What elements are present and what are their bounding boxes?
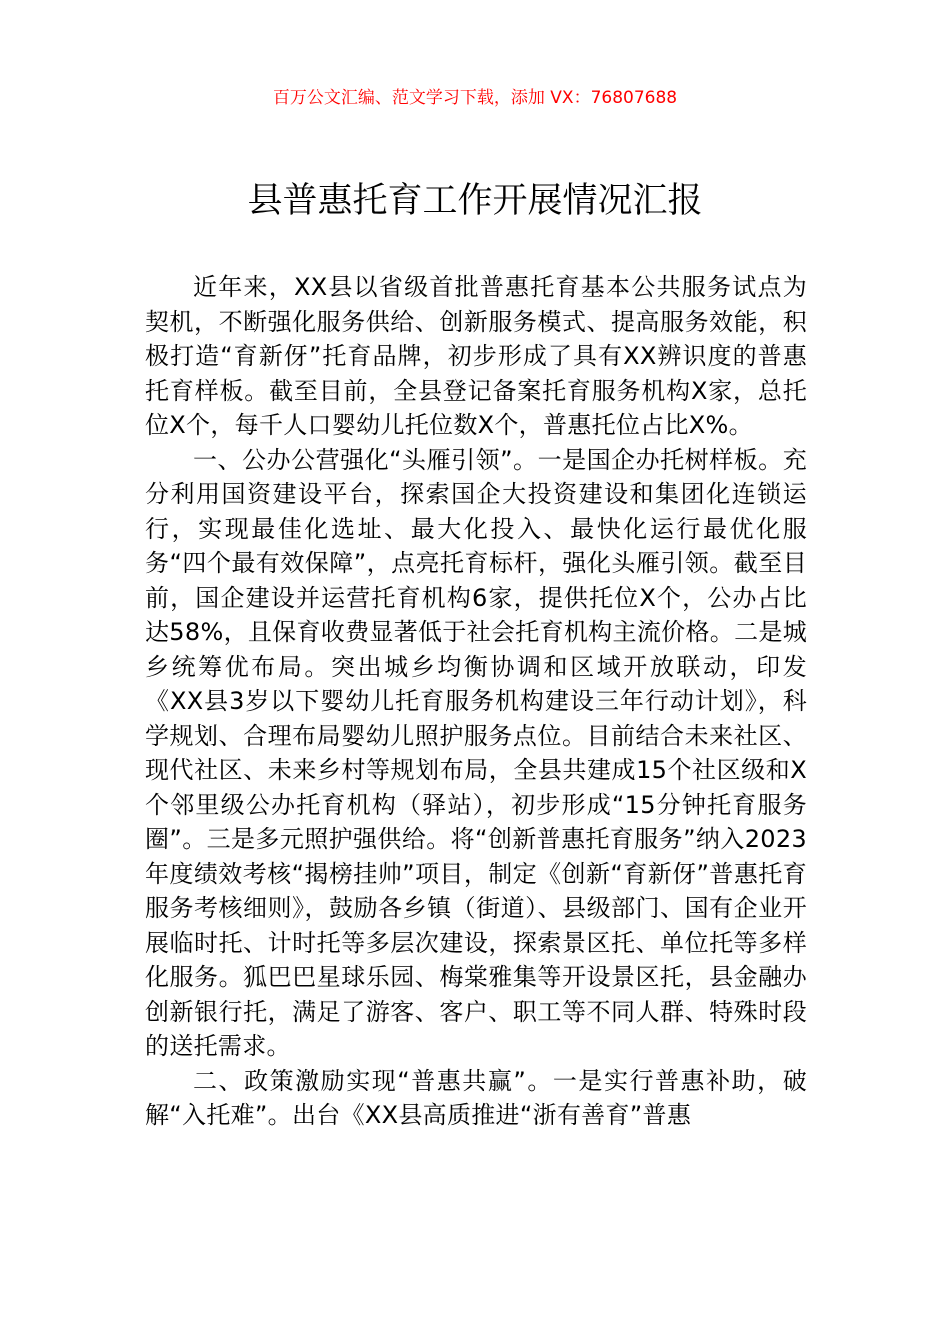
promo-header-note: 百万公文汇编、范文学习下载，添加 VX：76807688 bbox=[272, 88, 678, 108]
paragraph-section-2: 二、政策激励实现“普惠共赢”。一是实行普惠补助，破解“入托难”。出台《XX县高质推进“浙有善育”普惠 bbox=[145, 1066, 807, 1129]
paragraph-intro: 近年来，XX县以省级首批普惠托育基本公共服务试点为契机，不断强化服务供给、创新服务模式、提高服务效能，积极打造“育新伢”托育品牌，初步形成了具有XX辨识度的普惠托育样板。截至目前，全县登记备案托育服务机构X家，总托位X个，每千人口婴幼儿托位数X个，普惠托位占比X%。 bbox=[145, 273, 807, 439]
document-body bbox=[145, 270, 807, 1133]
paragraph-section-1: 一、公办公营强化“头雁引领”。一是国企办托树样板。充分利用国资建设平台，探索国企大投资建设和集团化连锁运行，实现最佳化选址、最大化投入、最快化运行最优化服务“四个最有效保障”，点亮托育标杆，强化头雁引领。截至目前，国企建设并运营托育机构6家，提供托位X个，公办占比达58%，且保育收费显著低于社会托育机构主流价格。二是城乡统筹优布局。突出城乡均衡协调和区域开放联动，印发《XX县3岁以下婴幼儿托育服务机构建设三年行动计划》，科学规划、合理布局婴幼儿照护服务点位。目前结合未来社区、现代社区、未来乡村等规划布局，全县共建成15个社区级和X个邻里级公办托育机构（驿站），初步形成“15分钟托育服务圈”。三是多元照护强供给。将“创新普惠托育服务”纳入2023年度绩效考核“揭榜挂帅”项目，制定《创新“育新伢”普惠托育服务考核细则》，鼓励各乡镇（街道）、县级部门、国有企业开展临时托、计时托等多层次建设，探索景区托、单位托等多样化服务。狐巴巴星球乐园、梅棠雅集等开设景区托，县金融办创新银行托，满足了游客、客户、职工等不同人群、特殊时段的送托需求。 bbox=[145, 445, 807, 1060]
document-title: 县普惠托育工作开展情况汇报 bbox=[247, 181, 703, 221]
